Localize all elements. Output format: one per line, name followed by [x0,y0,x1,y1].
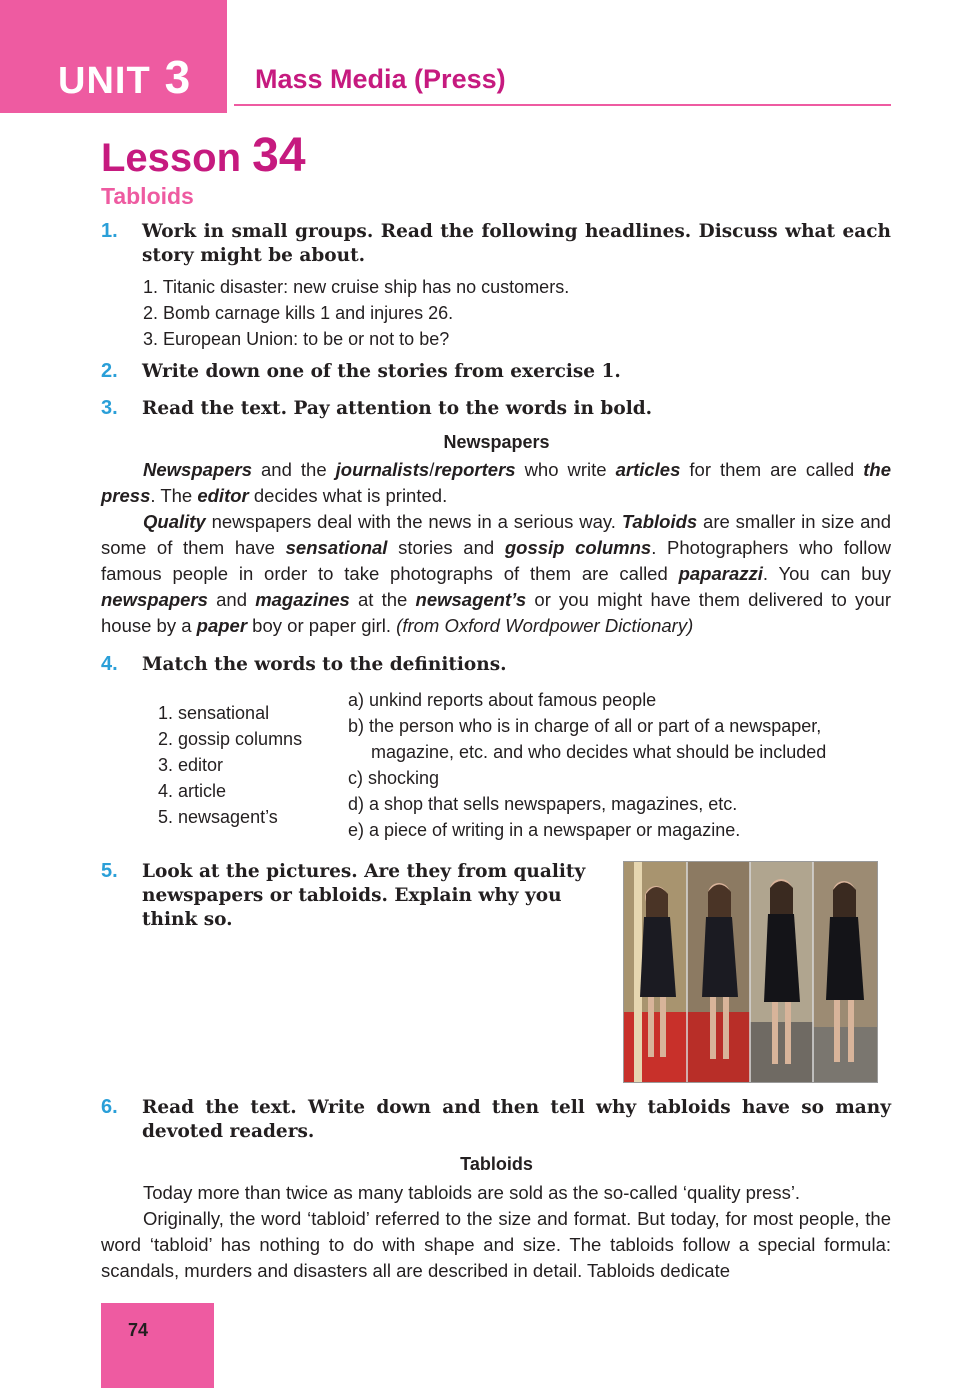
list-item: 4. article [158,781,227,801]
page-number-box [101,1303,214,1388]
unit-banner [0,0,227,113]
paparazzi-photo-strip [623,861,878,1083]
header-divider [234,104,891,106]
list-item: a) unkind reports about famous people [348,690,657,710]
exercise-number: 6. [101,1096,118,1118]
list-item: 3. European Union: to be or not to be? [143,329,450,349]
photo-frame-4 [813,862,877,1082]
exercise-5 [101,860,601,932]
list-item: 5. newsagent’s [158,807,278,827]
photo-sequence [624,862,877,1082]
exercise-1 [101,220,891,268]
exercise-number: 1. [101,220,118,242]
word-list [158,700,302,830]
newspapers-text: Newspapers and the journalists/reporters who write articles for them are called the press. The editor decides what is printed. Quality newspapers deal with the news in a serious way. Tabloids are smaller in size and some of them have sensational stories and gossip columns. Photographers who follow famous people in order to take photographs of them are called paparazzi. You can buy newspapers and magazines at the newsagent’s or you might have them delivered to your house by a paper boy or paper girl. (from Oxford Wordpower Dictionary) [101,459,891,636]
unit-number: 3 [164,51,192,103]
lesson-title: Lesson 34 [101,129,306,182]
paragraph: Originally, the word ‘tabloid’ referred to the size and format. But today, for most people, the word ‘tabloid’ has nothing to do with shape and size. The tabloids follow a special formula: scandals, murders and disasters all are described in detail. Tabloids dedicate [101,1208,891,1281]
list-item: d) a shop that sells newspapers, magazines, etc. [348,794,738,814]
list-item: 3. editor [158,755,224,775]
unit-label: UNIT 3 [58,51,192,103]
list-item: 1. sensational [158,703,270,723]
list-item: magazine, etc. and who decides what should be included [371,742,827,762]
headline-list [143,274,569,352]
text-title: Newspapers [443,432,550,452]
lesson-subtitle: Tabloids [101,183,194,209]
lesson-number: 34 [252,129,306,182]
exercise-number: 2. [101,360,118,382]
photo-frame-3 [750,862,813,1082]
exercise-instruction: Read the text. Write down and then tell why tabloids have so many devoted readers. [142,1097,891,1142]
list-item: 2. Bomb carnage kills 1 and injures 26. [143,303,454,323]
exercise-2 [101,360,891,384]
paragraph: Today more than twice as many tabloids are sold as the so-called ‘quality press’. [143,1182,801,1203]
list-item: b) the person who is in charge of all or part of a newspaper, [348,716,822,736]
exercise-number: 4. [101,653,118,675]
list-item: 2. gossip columns [158,729,303,749]
tabloids-text [101,1180,891,1284]
exercise-instruction: Write down one of the stories from exercise 1. [142,361,621,382]
exercise-number: 5. [101,860,118,882]
exercise-number: 3. [101,397,118,419]
text-title: Tabloids [460,1154,533,1174]
exercise-instruction: Look at the pictures. Are they from quality newspapers or tabloids. Explain why you think so. [142,861,586,930]
list-item: c) shocking [348,768,440,788]
exercise-instruction: Match the words to the definitions. [142,654,507,675]
page-number: 74 [128,1320,149,1340]
unit-title: Mass Media (Press) [255,64,506,94]
exercise-instruction: Read the text. Pay attention to the words in bold. [142,398,653,419]
photo-frame-1 [624,862,687,1082]
exercise-6 [101,1096,891,1144]
exercise-3 [101,397,891,421]
definition-list [348,687,826,843]
photo-frame-2 [687,862,750,1082]
list-item: 1. Titanic disaster: new cruise ship has no customers. [143,277,570,297]
list-item: e) a piece of writing in a newspaper or magazine. [348,820,741,840]
exercise-4 [101,653,891,677]
exercise-instruction: Work in small groups. Read the following headlines. Discuss what each story might be about. [142,221,891,266]
